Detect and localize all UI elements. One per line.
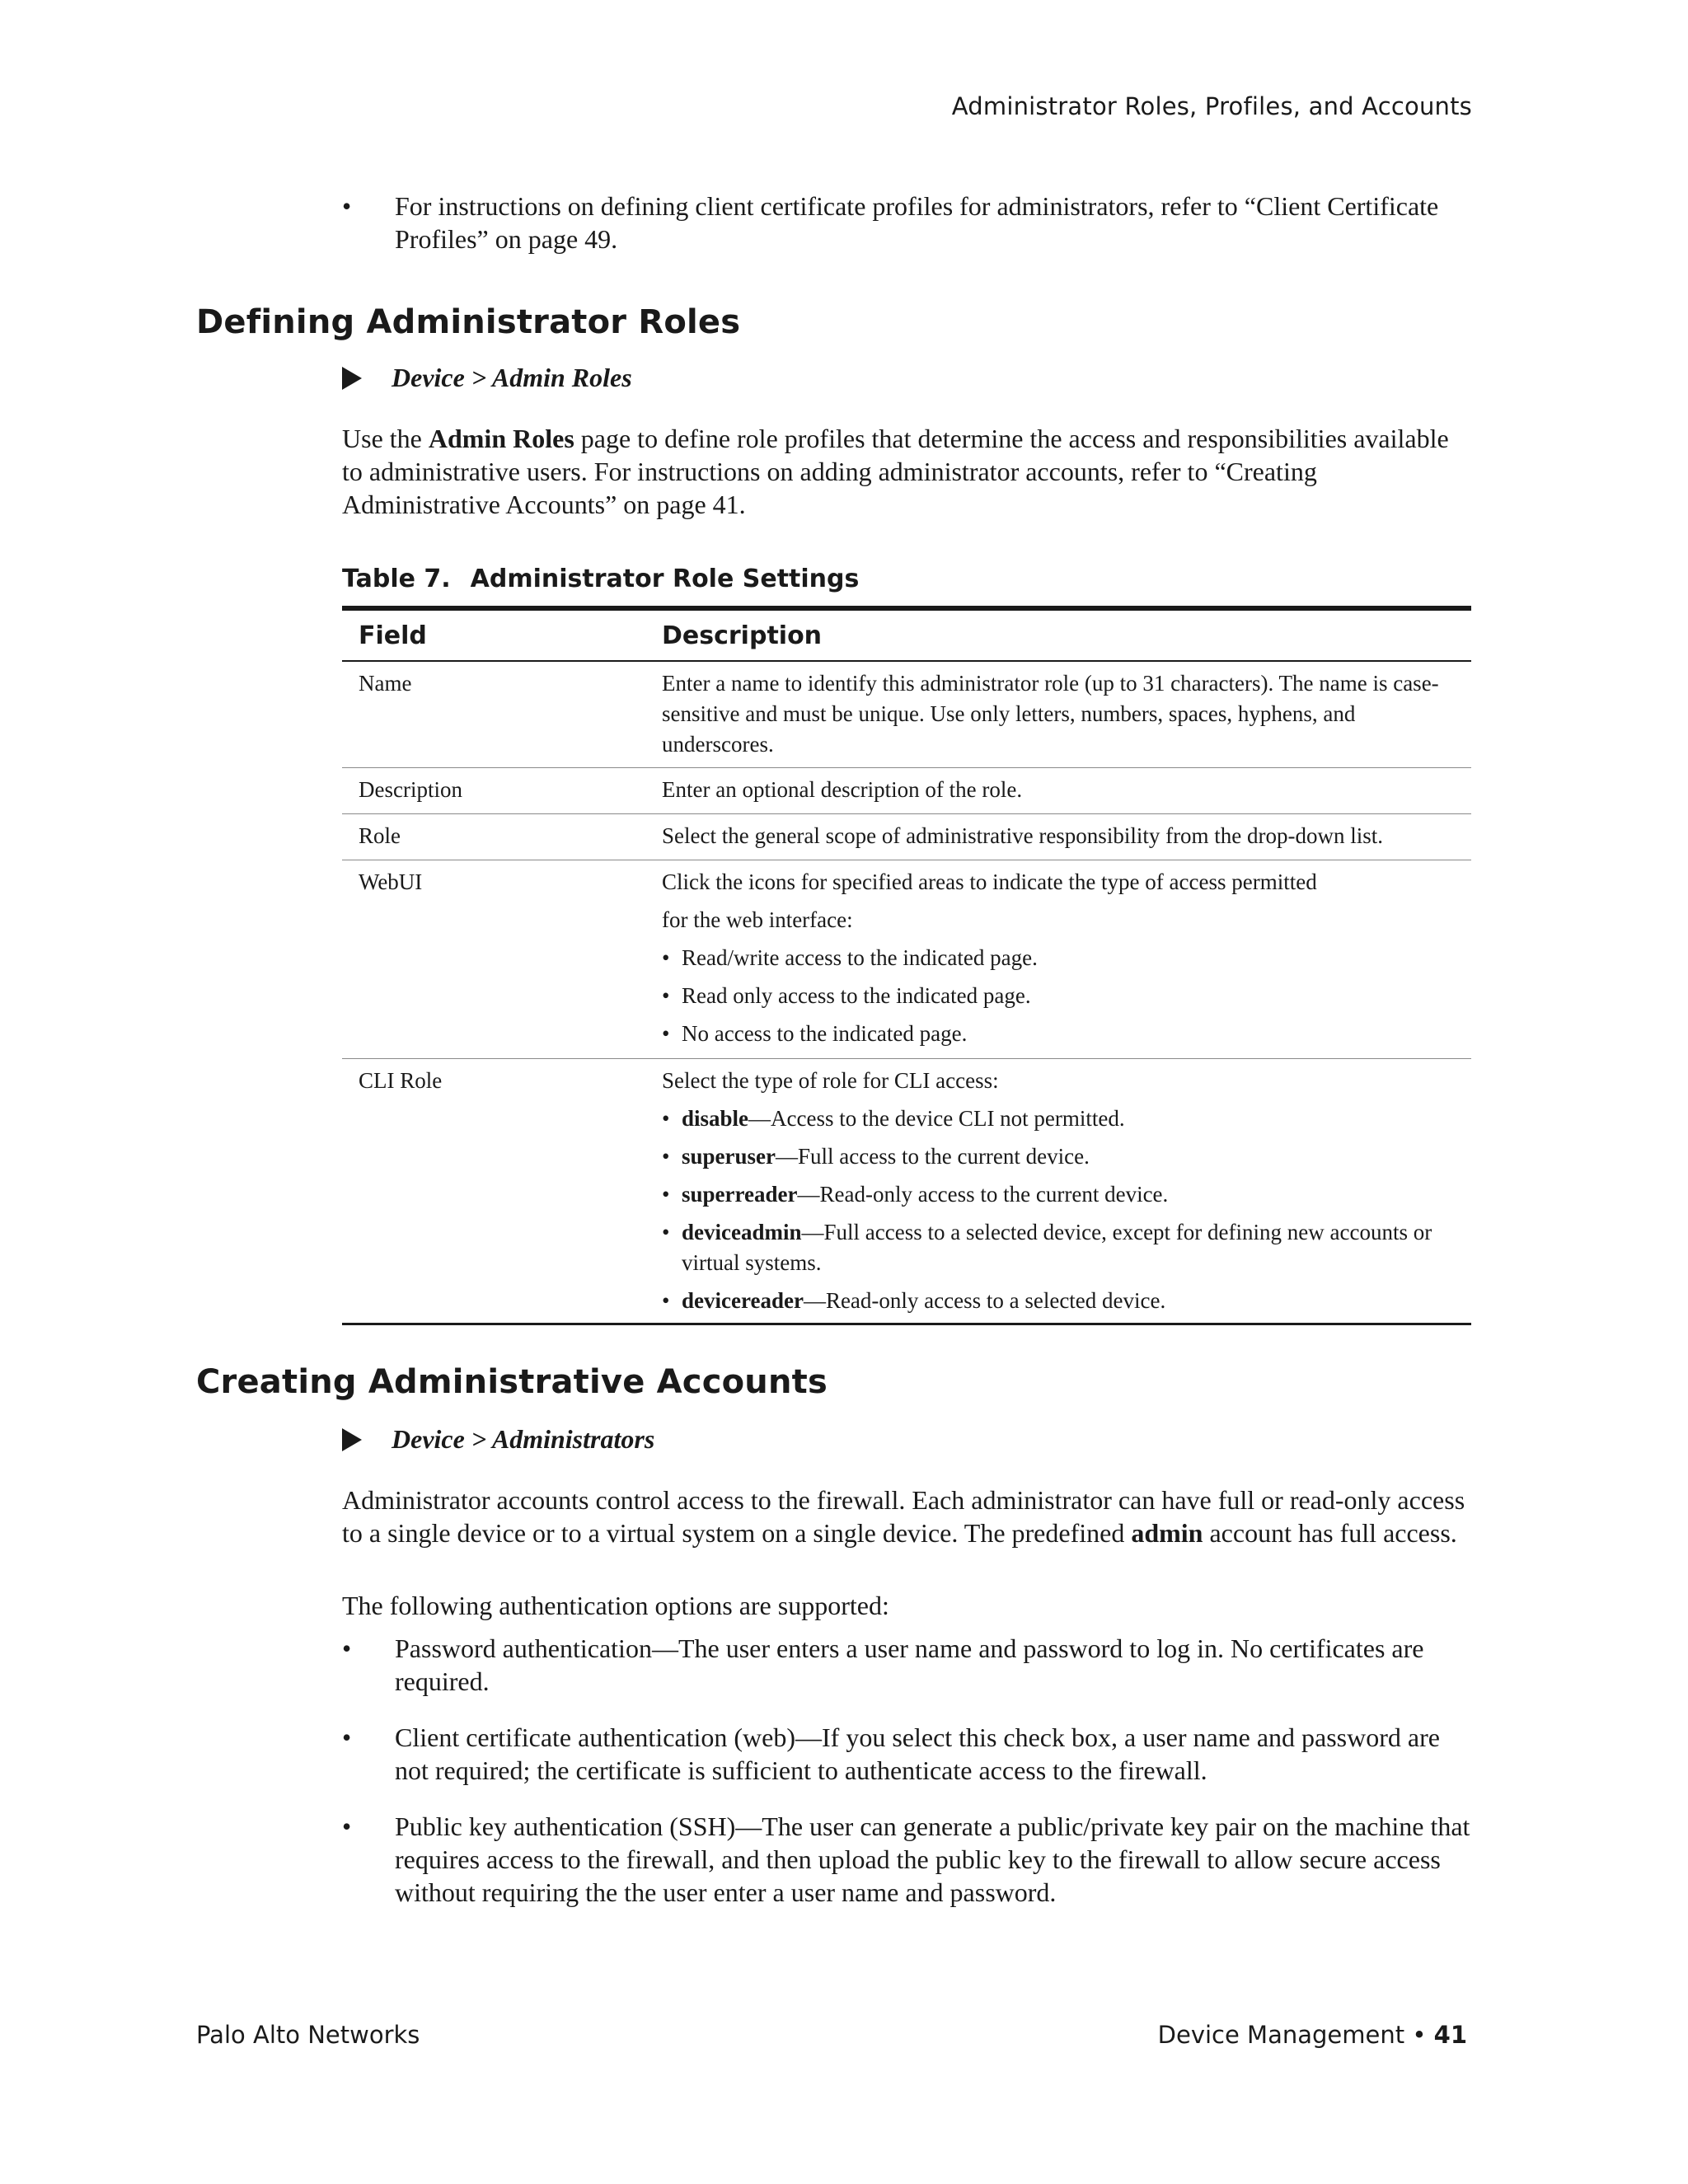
table-cell-field: Description (359, 777, 462, 802)
table-header-field: Field (359, 621, 427, 650)
footer-chapter: Device Management (1157, 2021, 1405, 2049)
auth-option-text: Password authentication—The user enters a user name and password to log in. No certificates are required. (395, 1633, 1424, 1696)
running-header: Administrator Roles, Profiles, and Accounts (951, 92, 1472, 120)
section-heading-defining-roles: Defining Administrator Roles (196, 303, 741, 341)
play-arrow-icon (342, 367, 362, 390)
list-item (662, 1286, 1471, 1316)
list-item-text: No access to the indicated page. (682, 1021, 968, 1046)
para-bold-term: Admin Roles (428, 424, 574, 453)
cli-role-term: devicereader (682, 1288, 804, 1313)
table-row (342, 860, 1471, 1059)
table-row (342, 768, 1471, 814)
table-cell-description: Enter a name to identify this administrator role (up to 31 characters). The name is case-sensitive and must be unique. Use only letters, numbers, spaces, hyphens, and underscores. (662, 671, 1439, 757)
nav-path-text: Device > Administrators (392, 1424, 655, 1454)
description-line: Click the icons for specified areas to indicate the type of access permitted (662, 869, 1317, 894)
table-cell-description (645, 1059, 1471, 1323)
list-item (662, 1019, 1471, 1049)
cli-role-text: —Full access to a selected device, except for defining new accounts or virtual systems. (682, 1220, 1432, 1275)
cli-role-text: —Read-only access to a selected device. (803, 1288, 1166, 1313)
table-row (342, 814, 1471, 860)
section2-options-intro: The following authentication options are supported: (342, 1591, 889, 1620)
bullet-glyph: • (662, 1144, 670, 1169)
auth-option-text: Client certificate authentication (web)—If you select this check box, a user name and password are not required; the certificate is sufficient to authenticate access to the firewall. (395, 1722, 1440, 1785)
footer-page-info (1158, 2021, 1467, 2049)
para-text: Administrator accounts control access to the firewall. Each administrator can have full or read-only access to a single device or to a virtual system on a single device. The predefined (342, 1485, 1465, 1548)
table-cell-field: CLI Role (359, 1068, 443, 1093)
list-item (662, 981, 1471, 1011)
section-heading-creating-accounts: Creating Administrative Accounts (196, 1363, 828, 1401)
bullet-glyph: • (662, 945, 670, 970)
bullet-glyph: • (662, 1182, 670, 1207)
bullet-glyph: • (342, 1633, 352, 1663)
list-item-text: Read only access to the indicated page. (682, 983, 1031, 1008)
nav-path-admin-roles (342, 363, 632, 393)
table-caption (342, 565, 859, 593)
section2-paragraph (342, 1483, 1475, 1549)
section1-paragraph (342, 422, 1475, 521)
cli-role-text: —Read-only access to the current device. (797, 1182, 1169, 1207)
table-cell-field: Role (359, 823, 401, 848)
auth-option-text: Public key authentication (SSH)—The user can generate a public/private key pair on the machine that requires access to the firewall, and then upload the public key to the firewall to allow secure access without requiring the the user enter a user name and password. (395, 1811, 1470, 1907)
table-cell-description: Select the general scope of administrative responsibility from the drop-down list. (662, 823, 1384, 848)
list-item (662, 1179, 1471, 1210)
cli-role-term: superreader (682, 1182, 798, 1207)
table-header-description: Description (662, 621, 823, 650)
list-item (662, 943, 1471, 973)
para-text: page to define role profiles that determine the access and responsibilities available to administrative users. For instructions on adding administrator accounts, refer to “Creating Administrative Accounts” on page 41. (342, 424, 1449, 519)
bullet-glyph: • (662, 1021, 670, 1046)
play-arrow-icon (342, 1428, 362, 1451)
table-caption-title: Administrator Role Settings (470, 565, 860, 593)
auth-option-bullet (342, 1810, 1475, 1909)
auth-option-bullet (342, 1721, 1475, 1787)
table-row (342, 1059, 1471, 1323)
para-text: Use the (342, 424, 429, 453)
bullet-glyph: • (342, 1722, 352, 1752)
table-cell-description (645, 860, 1471, 1058)
nav-path-text: Device > Admin Roles (392, 363, 632, 392)
description-line: Select the type of role for CLI access: (662, 1068, 999, 1093)
table-row (342, 662, 1471, 768)
cli-role-term: superuser (682, 1144, 776, 1169)
bullet-glyph: • (342, 1811, 352, 1841)
cli-role-term: disable (682, 1106, 749, 1131)
footer-company: Palo Alto Networks (196, 2021, 420, 2049)
intro-bullet-text: For instructions on defining client certificate profiles for administrators, refer to “Client Certificate Profiles” on page 49. (395, 191, 1439, 254)
description-line: for the web interface: (662, 907, 853, 932)
para-bold-term: admin (1131, 1518, 1203, 1548)
nav-path-administrators (342, 1424, 654, 1455)
table-caption-number: Table 7. (342, 565, 451, 593)
bullet-glyph: • (662, 983, 670, 1008)
table-header-row (342, 611, 1471, 662)
cli-role-text: —Access to the device CLI not permitted. (748, 1106, 1125, 1131)
bullet-glyph: • (662, 1288, 670, 1313)
list-item (662, 1217, 1471, 1278)
footer-page-number: 41 (1433, 2021, 1467, 2049)
cli-role-term: deviceadmin (682, 1220, 802, 1244)
list-item (662, 1104, 1471, 1134)
table-cell-description: Enter an optional description of the role. (662, 777, 1023, 802)
auth-option-bullet (342, 1632, 1475, 1698)
table-cell-field: Name (359, 671, 412, 696)
bullet-glyph: • (662, 1220, 670, 1244)
para-text: account has full access. (1203, 1518, 1457, 1548)
list-item-text: Read/write access to the indicated page. (682, 945, 1038, 970)
list-item (662, 1141, 1471, 1172)
footer-separator: • (1412, 2021, 1427, 2049)
table-cell-field: WebUI (359, 869, 423, 894)
bullet-glyph: • (662, 1106, 670, 1131)
intro-bullet (342, 190, 1475, 255)
bullet-glyph: • (342, 191, 352, 221)
cli-role-text: —Full access to the current device. (776, 1144, 1090, 1169)
admin-role-settings-table (342, 606, 1471, 1325)
